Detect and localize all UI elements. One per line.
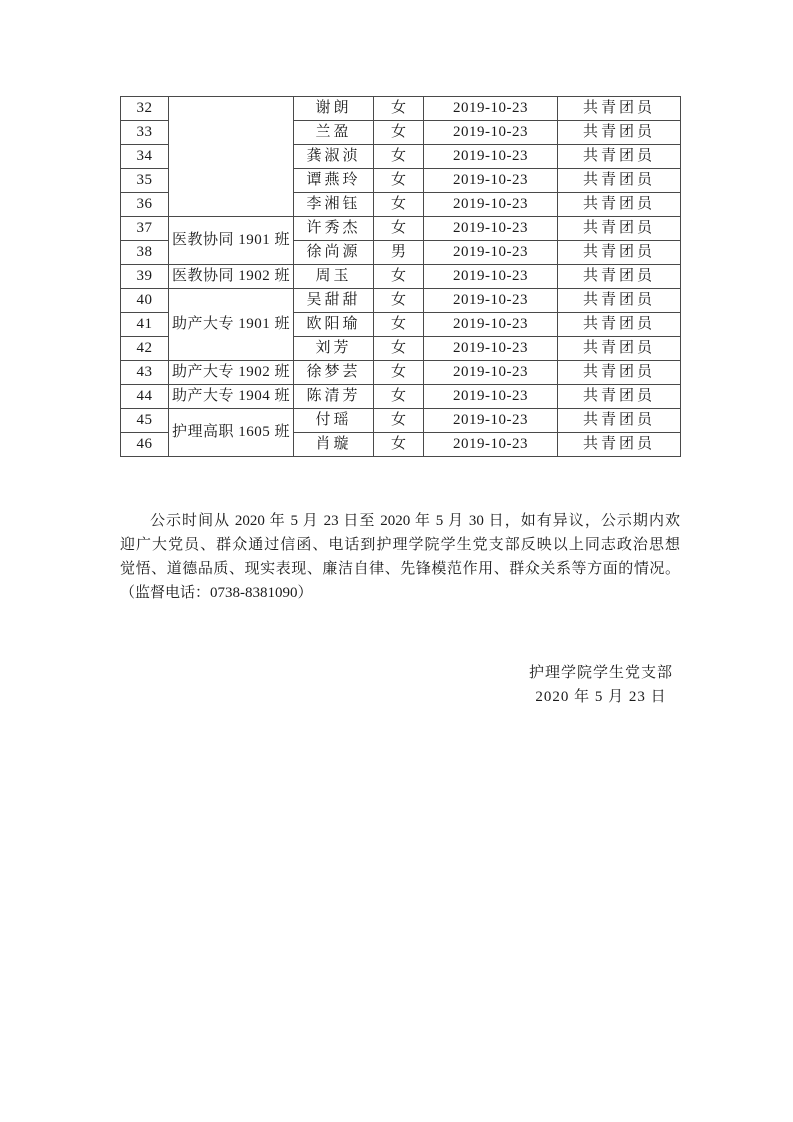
row-number-cell: 36 [121, 193, 169, 217]
status-cell: 共青团员 [558, 337, 681, 361]
date-cell: 2019-10-23 [424, 361, 558, 385]
student-name-cell: 李湘钰 [294, 193, 374, 217]
date-cell: 2019-10-23 [424, 145, 558, 169]
date-cell: 2019-10-23 [424, 433, 558, 457]
gender-cell: 女 [374, 385, 424, 409]
date-cell: 2019-10-23 [424, 241, 558, 265]
table-row [121, 409, 681, 433]
status-cell: 共青团员 [558, 241, 681, 265]
status-cell: 共青团员 [558, 121, 681, 145]
gender-cell: 女 [374, 121, 424, 145]
gender-cell: 女 [374, 169, 424, 193]
table-row [121, 217, 681, 241]
row-number-cell: 45 [121, 409, 169, 433]
student-name-cell: 兰盈 [294, 121, 374, 145]
status-cell: 共青团员 [558, 409, 681, 433]
student-name-cell: 龚淑浈 [294, 145, 374, 169]
notice-line: 迎广大党员、群众通过信函、电话到护理学院学生党支部反映以上同志政治思想 [120, 537, 680, 553]
row-number-cell: 44 [121, 385, 169, 409]
row-number-cell: 35 [121, 169, 169, 193]
student-name-cell: 欧阳瑜 [294, 313, 374, 337]
student-name-cell: 陈清芳 [294, 385, 374, 409]
gender-cell: 女 [374, 193, 424, 217]
notice-line: 公示时间从 2020 年 5 月 23 日至 2020 年 5 月 30 日，如有异议，公示期内欢 [150, 513, 680, 529]
status-cell: 共青团员 [558, 145, 681, 169]
signature-org: 护理学院学生党支部 [528, 665, 673, 681]
row-number-cell: 33 [121, 121, 169, 145]
table-row [121, 289, 681, 313]
row-number-cell: 46 [121, 433, 169, 457]
signature-inner [529, 661, 673, 709]
date-cell: 2019-10-23 [424, 169, 558, 193]
gender-cell: 女 [374, 361, 424, 385]
gender-cell: 女 [374, 313, 424, 337]
date-cell: 2019-10-23 [424, 337, 558, 361]
date-cell: 2019-10-23 [424, 97, 558, 121]
gender-cell: 女 [374, 265, 424, 289]
signature-date: 2020 年 5 月 23 日 [535, 689, 667, 705]
class-name-cell: 助产大专 1901 班 [169, 289, 294, 361]
table-row [121, 361, 681, 385]
row-number-cell: 39 [121, 265, 169, 289]
student-name-cell: 徐梦芸 [294, 361, 374, 385]
student-name-cell: 吴甜甜 [294, 289, 374, 313]
row-number-cell: 40 [121, 289, 169, 313]
notice-line: 觉悟、道德品质、现实表现、廉洁自律、先锋模范作用、群众关系等方面的情况。 [120, 561, 680, 577]
notice-line: （监督电话：0738-8381090） [120, 585, 313, 601]
status-cell: 共青团员 [558, 433, 681, 457]
table-row [121, 97, 681, 121]
status-cell: 共青团员 [558, 217, 681, 241]
class-name-cell: 护理高职 1605 班 [169, 409, 294, 457]
date-cell: 2019-10-23 [424, 217, 558, 241]
row-number-cell: 43 [121, 361, 169, 385]
student-name-cell: 谭燕玲 [294, 169, 374, 193]
status-cell: 共青团员 [558, 385, 681, 409]
gender-cell: 女 [374, 217, 424, 241]
class-name-cell: 助产大专 1902 班 [169, 361, 294, 385]
class-name-cell: 医教协同 1902 班 [169, 265, 294, 289]
gender-cell: 女 [374, 97, 424, 121]
student-name-cell: 许秀杰 [294, 217, 374, 241]
row-number-cell: 34 [121, 145, 169, 169]
table-row [121, 385, 681, 409]
student-name-cell: 周玉 [294, 265, 374, 289]
gender-cell: 女 [374, 409, 424, 433]
status-cell: 共青团员 [558, 289, 681, 313]
class-name-cell [169, 97, 294, 217]
status-cell: 共青团员 [558, 313, 681, 337]
date-cell: 2019-10-23 [424, 265, 558, 289]
row-number-cell: 37 [121, 217, 169, 241]
class-name-cell: 助产大专 1904 班 [169, 385, 294, 409]
student-name-cell: 刘芳 [294, 337, 374, 361]
date-cell: 2019-10-23 [424, 193, 558, 217]
status-cell: 共青团员 [558, 193, 681, 217]
row-number-cell: 42 [121, 337, 169, 361]
table-row [121, 265, 681, 289]
date-cell: 2019-10-23 [424, 121, 558, 145]
gender-cell: 女 [374, 145, 424, 169]
date-cell: 2019-10-23 [424, 313, 558, 337]
status-cell: 共青团员 [558, 361, 681, 385]
student-name-cell: 徐尚源 [294, 241, 374, 265]
student-name-cell: 付瑶 [294, 409, 374, 433]
notice-paragraph [120, 509, 680, 605]
gender-cell: 女 [374, 337, 424, 361]
gender-cell: 女 [374, 289, 424, 313]
row-number-cell: 38 [121, 241, 169, 265]
gender-cell: 男 [374, 241, 424, 265]
date-cell: 2019-10-23 [424, 385, 558, 409]
status-cell: 共青团员 [558, 97, 681, 121]
date-cell: 2019-10-23 [424, 409, 558, 433]
status-cell: 共青团员 [558, 169, 681, 193]
student-name-cell: 谢朗 [294, 97, 374, 121]
row-number-cell: 41 [121, 313, 169, 337]
status-cell: 共青团员 [558, 265, 681, 289]
roster-table [120, 96, 681, 457]
class-name-cell: 医教协同 1901 班 [169, 217, 294, 265]
row-number-cell: 32 [121, 97, 169, 121]
gender-cell: 女 [374, 433, 424, 457]
student-name-cell: 肖璇 [294, 433, 374, 457]
signature-block [120, 661, 680, 709]
date-cell: 2019-10-23 [424, 289, 558, 313]
